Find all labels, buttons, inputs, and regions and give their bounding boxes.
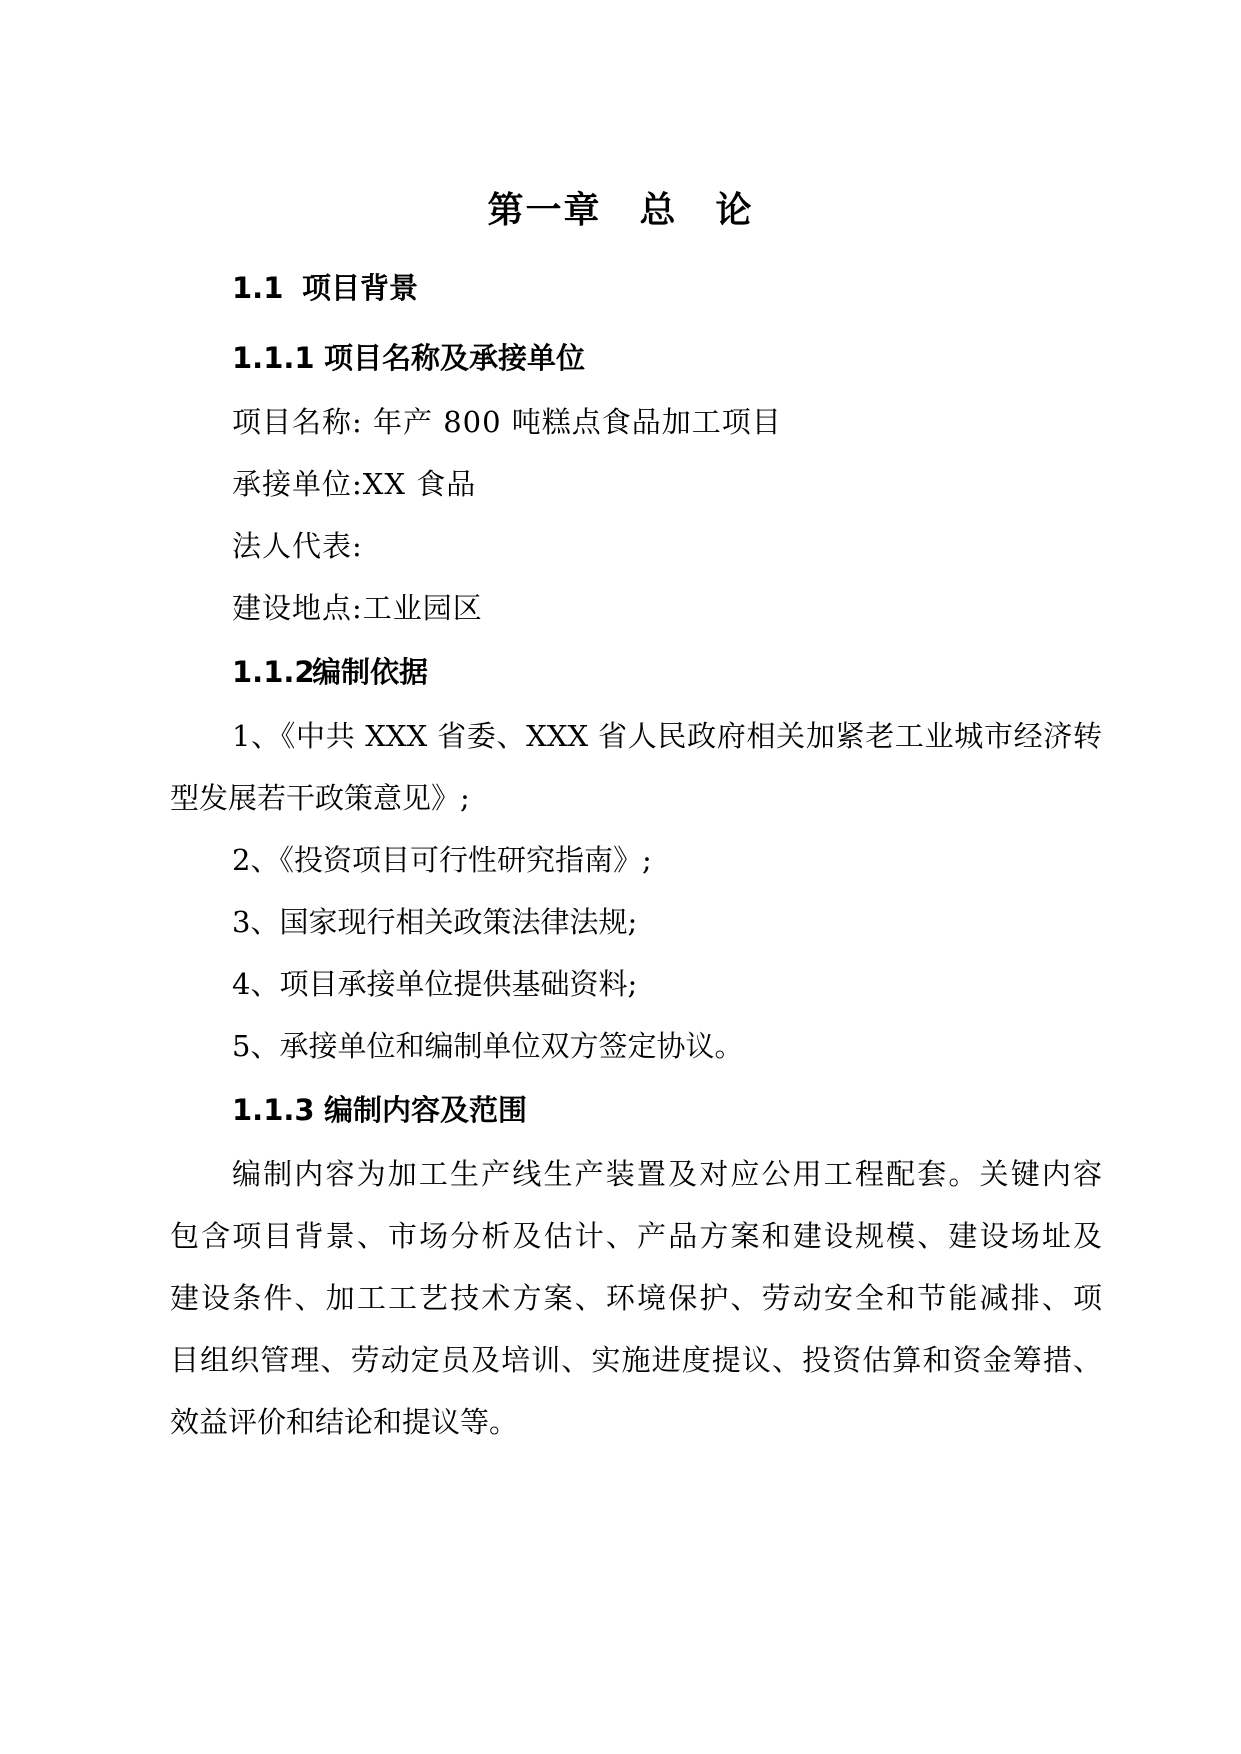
basis-item-1-line-1: 1、《中共 XXX 省委、XXX 省人民政府相关加紧老工业城市经济转 [232, 719, 1102, 753]
legal-representative-line: 法人代表: [232, 529, 363, 563]
basis-item-5: 5、承接单位和编制单位双方签定协议。 [232, 1029, 744, 1063]
section-number: 1.1.1 [232, 341, 315, 375]
scope-paragraph-line-2: 包含项目背景、市场分析及估计、产品方案和建设规模、建设场址及 [170, 1219, 1102, 1253]
scope-paragraph-line-5: 效益评价和结论和提议等。 [170, 1405, 519, 1439]
section-title: 项目名称及承接单位 [324, 341, 586, 375]
basis-item-2: 2、《投资项目可行性研究指南》; [232, 843, 652, 877]
chapter-title-word-2: 论 [715, 190, 754, 231]
section-heading-1-1-2 [232, 650, 428, 691]
basis-item-3: 3、国家现行相关政策法律法规; [232, 905, 638, 939]
section-title: 项目背景 [302, 271, 419, 305]
basis-item-4: 4、项目承接单位提供基础资料; [232, 967, 638, 1001]
scope-paragraph-line-4: 目组织管理、劳动定员及培训、实施进度提议、投资估算和资金筹措、 [170, 1343, 1102, 1377]
scope-paragraph-line-3: 建设条件、加工工艺技术方案、环境保护、劳动安全和节能减排、项 [170, 1281, 1102, 1315]
basis-item-1-line-2: 型发展若干政策意见》; [170, 781, 470, 815]
construction-site-line: 建设地点:工业园区 [232, 591, 483, 625]
chapter-title [0, 182, 1241, 233]
section-heading-1-1-3 [232, 1088, 527, 1129]
section-number: 1.1.2 [232, 655, 315, 689]
section-heading-1-1-1 [232, 336, 585, 377]
section-title: 编制依据 [312, 655, 429, 689]
project-name-line: 项目名称: 年产 800 吨糕点食品加工项目 [232, 405, 782, 439]
section-number: 1.1.3 [232, 1093, 315, 1127]
section-heading-1-1 [232, 266, 418, 307]
chapter-title-number: 第一章 [487, 190, 602, 231]
section-title: 编制内容及范围 [324, 1093, 528, 1127]
scope-paragraph-line-1: 编制内容为加工生产线生产装置及对应公用工程配套。关键内容 [232, 1157, 1102, 1191]
undertaking-unit-line: 承接单位:XX 食品 [232, 467, 477, 501]
chapter-title-word-1: 总 [639, 190, 678, 231]
section-number: 1.1 [232, 271, 284, 305]
